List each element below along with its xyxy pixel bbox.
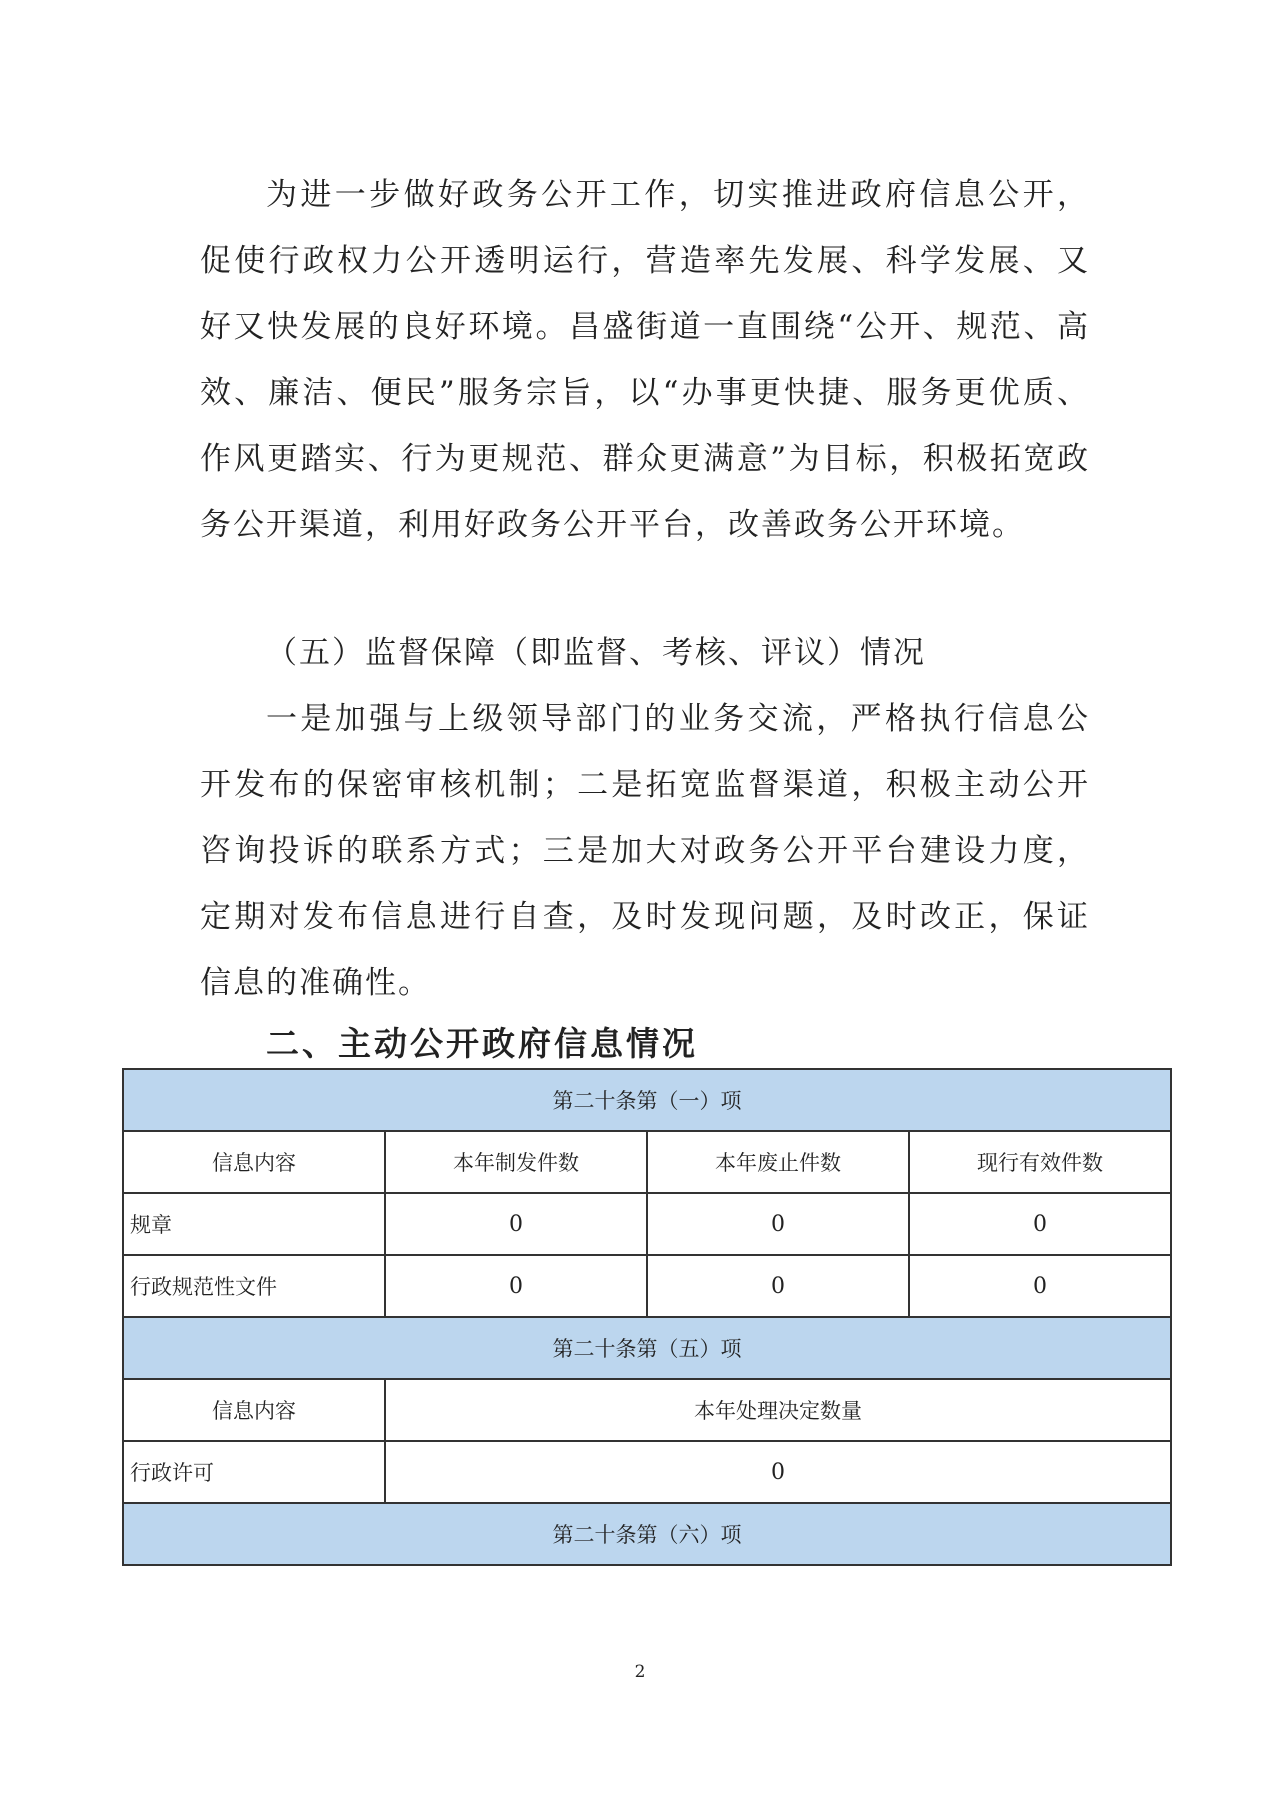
column-header-in-force: 现行有效件数 <box>909 1131 1171 1193</box>
table-row <box>123 1317 1171 1379</box>
paragraph-supervision-measures: 一是加强与上级领导部门的业务交流，严格执行信息公开发布的保密审核机制；二是拓宽监督渠道，积极主动公开咨询投诉的联系方式；三是加大对政务公开平台建设力度，定期对发布信息进行自查，及时发现问题，及时改正，保证信息的准确性。 <box>200 701 1090 1001</box>
cell-value: 0 <box>385 1255 647 1317</box>
paragraph-open-government-work: 为进一步做好政务公开工作，切实推进政府信息公开，促使行政权力公开透明运行，营造率先发展、科学发展、又好又快发展的良好环境。昌盛街道一直围绕“公开、规范、高效、廉洁、便民”服务宗旨，以“办事更快捷、服务更优质、作风更踏实、行为更规范、群众更满意”为目标，积极拓宽政务公开渠道，利用好政务公开平台，改善政务公开环境。 <box>200 177 1090 543</box>
row-label-administrative-license: 行政许可 <box>123 1441 385 1503</box>
info-disclosure-table <box>122 1068 1172 1566</box>
cell-value: 0 <box>647 1255 909 1317</box>
column-header-issued: 本年制发件数 <box>385 1131 647 1193</box>
row-label-normative-documents: 行政规范性文件 <box>123 1255 385 1317</box>
page-number: 2 <box>634 1662 646 1682</box>
table-row <box>123 1441 1171 1503</box>
column-header-decisions: 本年处理决定数量 <box>385 1379 1171 1441</box>
section-title-article-20-6: 第二十条第（六）项 <box>123 1503 1171 1565</box>
column-header-content: 信息内容 <box>123 1379 385 1441</box>
row-label-regulations: 规章 <box>123 1193 385 1255</box>
column-header-content: 信息内容 <box>123 1131 385 1193</box>
subheading-supervision: （五）监督保障（即监督、考核、评议）情况 <box>266 635 926 671</box>
table-row <box>123 1503 1171 1565</box>
table-row <box>123 1193 1171 1255</box>
table-row <box>123 1379 1171 1441</box>
table-row <box>123 1069 1171 1131</box>
cell-value: 0 <box>385 1441 1171 1503</box>
table-row <box>123 1131 1171 1193</box>
cell-value: 0 <box>909 1255 1171 1317</box>
section-title-article-20-5: 第二十条第（五）项 <box>123 1317 1171 1379</box>
cell-value: 0 <box>909 1193 1171 1255</box>
section-heading: 二、主动公开政府信息情况 <box>266 1024 698 1063</box>
cell-value: 0 <box>385 1193 647 1255</box>
table-row <box>123 1255 1171 1317</box>
cell-value: 0 <box>647 1193 909 1255</box>
section-title-article-20-1: 第二十条第（一）项 <box>123 1069 1171 1131</box>
column-header-abolished: 本年废止件数 <box>647 1131 909 1193</box>
